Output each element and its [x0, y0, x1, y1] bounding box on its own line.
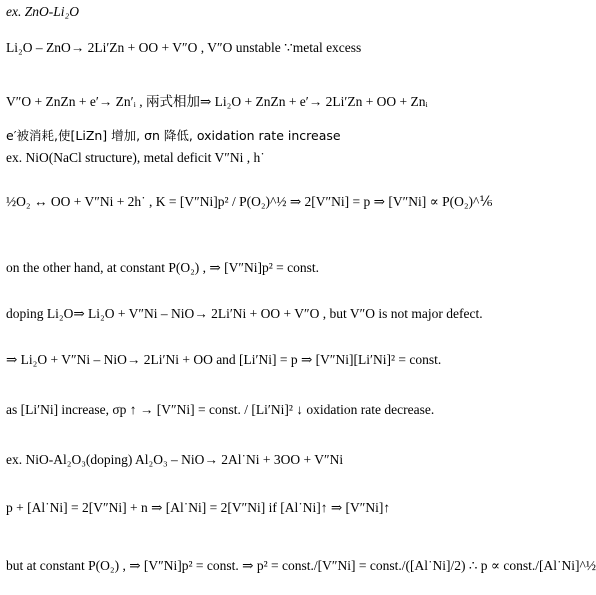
text-line-11: ex. NiO-Al₂O₃(doping) Al₂O₃ – NiO→ 2Al˙Ni + 3OO + V″Ni: [6, 452, 344, 467]
text-line-1: ex. ZnO-Li₂O: [6, 4, 79, 19]
text-line-9: ⇒ Li₂O + V″Ni – NiO→ 2Li′Ni + OO and [Li′Ni] = p ⇒ [V″Ni][Li′Ni]² = const.: [6, 352, 442, 367]
text-line-13: but at constant P(O₂) , ⇒ [V″Ni]p² = const. ⇒ p² = const./[V″Ni] = const./([Al˙Ni]/2) ∴ p ∝ const./[Al˙Ni]^½: [6, 558, 596, 573]
text-line-6: ½O₂ ↔ OO + V″Ni + 2h˙ , K = [V″Ni]p² / P(O₂)^½ ⇒ 2[V″Ni] = p ⇒ [V″Ni] ∝ P(O₂)^⅙: [6, 194, 493, 209]
text-line-7: on the other hand, at constant P(O₂) , ⇒ [V″Ni]p² = const.: [6, 260, 319, 275]
text-line-3: V″O + ZnZn + e′→ Zn′ᵢ , 兩式相加⇒ Li₂O + ZnZn + e′→ 2Li′Zn + OO + Znᵢ: [6, 94, 428, 109]
text-line-2: Li₂O – ZnO→ 2Li′Zn + OO + V″O , V″O unstable ∵metal excess: [6, 40, 362, 55]
text-line-8: doping Li₂O⇒ Li₂O + V″Ni – NiO→ 2Li′Ni + OO + V″O , but V″O is not major defect.: [6, 306, 483, 321]
text-line-4: e′被消耗,使[LiZn] 增加, σn 降低, oxidation rate increase: [6, 128, 341, 143]
text-line-5: ex. NiO(NaCl structure), metal deficit V″Ni , h˙: [6, 150, 265, 165]
text-line-12: p + [Al˙Ni] = 2[V″Ni] + n ⇒ [Al˙Ni] = 2[V″Ni] if [Al˙Ni]↑ ⇒ [V″Ni]↑: [6, 500, 391, 515]
text-line-10: as [Li′Ni] increase, σp ↑ → [V″Ni] = const. / [Li′Ni]² ↓ oxidation rate decrease.: [6, 402, 435, 417]
